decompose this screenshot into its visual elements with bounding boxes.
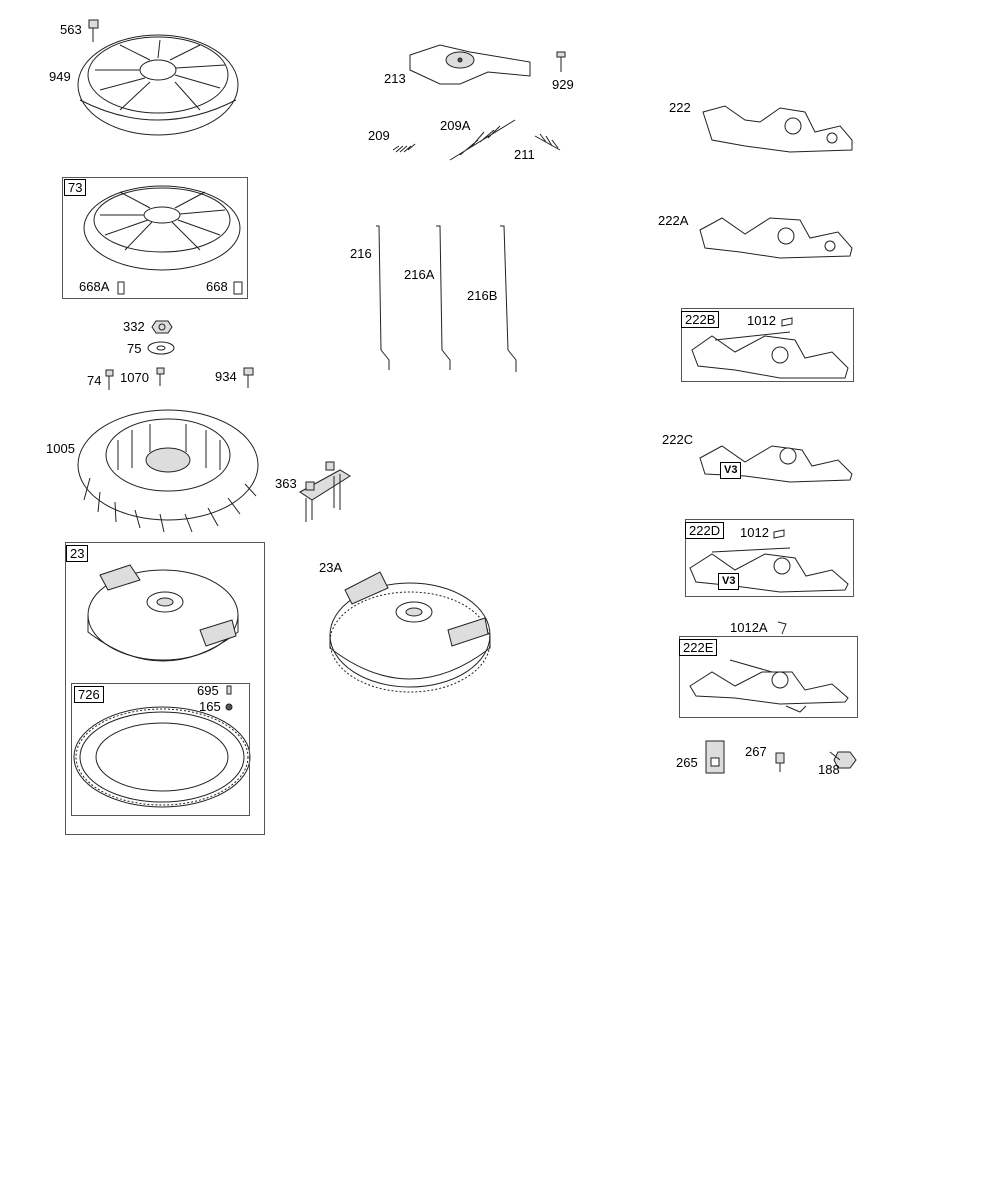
v3-badge-222C: V3: [720, 462, 741, 479]
linkage-222-drawing: [703, 106, 852, 152]
blower-screen-949-drawing: [78, 35, 238, 135]
part-label-222: 222: [669, 100, 691, 115]
part-label-23: 23: [66, 545, 88, 562]
springs-drawing: [393, 120, 560, 160]
part-label-1012-b: 1012: [740, 525, 769, 540]
part-label-929: 929: [552, 77, 574, 92]
part-label-216A: 216A: [404, 267, 435, 282]
part-label-216B: 216B: [467, 288, 498, 303]
part-label-209A: 209A: [440, 118, 471, 133]
linkage-222A-drawing: [700, 218, 852, 258]
part-label-949: 949: [49, 69, 71, 84]
part-label-934: 934: [215, 369, 237, 384]
part-label-165: 165: [199, 699, 221, 714]
part-label-74: 74: [87, 373, 102, 388]
screw-563-drawing: [89, 20, 98, 42]
part-label-188: 188: [818, 762, 840, 777]
part-label-222C: 222C: [662, 432, 694, 447]
part-label-1012A: 1012A: [730, 620, 768, 635]
part-label-1012-a: 1012: [747, 313, 776, 328]
v3-badge-222D: V3: [718, 573, 739, 590]
part-label-726: 726: [74, 686, 104, 703]
part-label-563: 563: [60, 22, 82, 37]
fan-1005-drawing: [78, 410, 258, 532]
part-label-222A: 222A: [658, 213, 689, 228]
part-label-213: 213: [384, 71, 406, 86]
part-label-363: 363: [275, 476, 297, 491]
part-label-209: 209: [368, 128, 390, 143]
flywheel-23A-drawing: [330, 572, 490, 692]
part-label-222B: 222B: [681, 311, 719, 328]
part-label-332: 332: [123, 319, 145, 334]
bracket-363-drawing: [300, 462, 350, 522]
part-label-222E: 222E: [679, 639, 717, 656]
part-label-668A: 668A: [79, 279, 110, 294]
part-label-211: 211: [514, 147, 535, 162]
nut-washer-drawing: [148, 321, 174, 354]
plate-213-drawing: [410, 45, 565, 84]
part-label-75: 75: [127, 341, 142, 356]
part-label-695: 695: [197, 683, 219, 698]
part-label-23A: 23A: [319, 560, 343, 575]
part-label-1070: 1070: [120, 370, 149, 385]
part-label-267: 267: [745, 744, 767, 759]
part-label-216: 216: [350, 246, 372, 261]
part-label-222D: 222D: [685, 522, 724, 539]
part-label-73: 73: [64, 179, 86, 196]
part-label-1005: 1005: [46, 441, 75, 456]
part-label-265: 265: [676, 755, 698, 770]
part-label-668: 668: [206, 279, 228, 294]
